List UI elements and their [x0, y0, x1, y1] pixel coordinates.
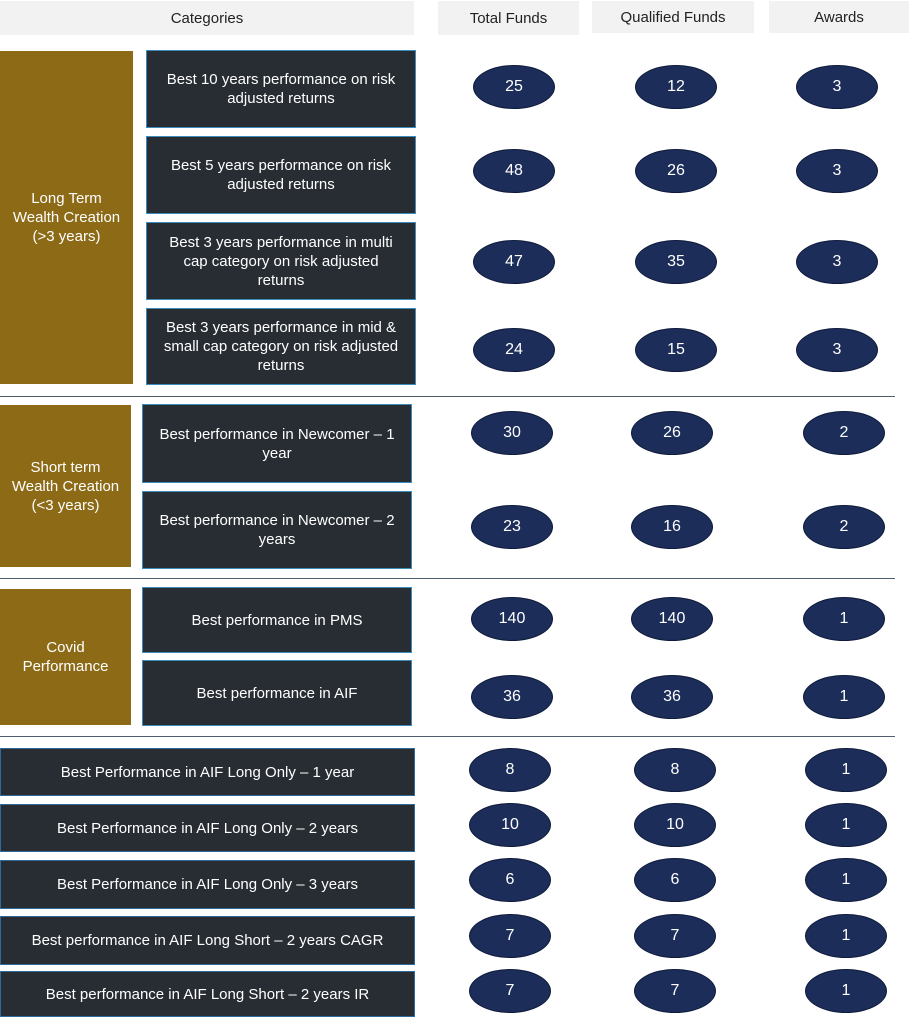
total-funds-value: 24: [473, 328, 555, 372]
total-funds-value: 7: [469, 914, 551, 958]
category-cell: Best Performance in AIF Long Only – 3 years: [0, 860, 415, 909]
total-funds-value: 48: [473, 149, 555, 193]
category-cell: Best performance in AIF: [142, 660, 412, 726]
qualified-funds-value: 6: [634, 858, 716, 902]
total-funds-value: 10: [469, 803, 551, 847]
total-funds-value: 47: [473, 240, 555, 284]
qualified-funds-value: 140: [631, 597, 713, 641]
qualified-funds-value: 12: [635, 65, 717, 109]
category-cell: Best Performance in AIF Long Only – 2 years: [0, 804, 415, 852]
category-cell: Best performance in PMS: [142, 587, 412, 653]
group-long-term: Long Term Wealth Creation (>3 years): [0, 51, 133, 384]
section-divider: [0, 578, 895, 579]
total-funds-value: 7: [469, 969, 551, 1013]
awards-value: 3: [796, 65, 878, 109]
qualified-funds-value: 35: [635, 240, 717, 284]
category-cell: Best 10 years performance on risk adjusted returns: [146, 50, 416, 128]
total-funds-value: 36: [471, 675, 553, 719]
section-divider: [0, 736, 895, 737]
category-cell: Best performance in Newcomer – 2 years: [142, 491, 412, 569]
awards-value: 3: [796, 240, 878, 284]
category-cell: Best performance in AIF Long Short – 2 years CAGR: [0, 916, 415, 965]
awards-value: 1: [805, 748, 887, 792]
qualified-funds-value: 16: [631, 505, 713, 549]
category-cell: Best 5 years performance on risk adjusted returns: [146, 136, 416, 214]
category-cell: Best performance in AIF Long Short – 2 years IR: [0, 971, 415, 1017]
qualified-funds-value: 7: [634, 914, 716, 958]
awards-value: 1: [805, 969, 887, 1013]
awards-value: 1: [805, 914, 887, 958]
category-cell: Best 3 years performance in multi cap category on risk adjusted returns: [146, 222, 416, 300]
group-covid: Covid Performance: [0, 589, 131, 725]
category-cell: Best Performance in AIF Long Only – 1 year: [0, 748, 415, 796]
total-funds-value: 23: [471, 505, 553, 549]
awards-value: 1: [803, 675, 885, 719]
qualified-funds-value: 7: [634, 969, 716, 1013]
qualified-funds-value: 26: [631, 411, 713, 455]
awards-value: 1: [803, 597, 885, 641]
total-funds-value: 6: [469, 858, 551, 902]
awards-value: 3: [796, 149, 878, 193]
awards-value: 2: [803, 505, 885, 549]
header-categories: Categories: [0, 1, 414, 35]
awards-value: 1: [805, 858, 887, 902]
qualified-funds-value: 8: [634, 748, 716, 792]
awards-value: 3: [796, 328, 878, 372]
total-funds-value: 8: [469, 748, 551, 792]
awards-value: 1: [805, 803, 887, 847]
group-short-term: Short term Wealth Creation (<3 years): [0, 405, 131, 567]
section-divider: [0, 396, 895, 397]
qualified-funds-value: 36: [631, 675, 713, 719]
qualified-funds-value: 10: [634, 803, 716, 847]
header-awards: Awards: [769, 1, 909, 33]
header-total-funds: Total Funds: [438, 1, 579, 35]
total-funds-value: 25: [473, 65, 555, 109]
header-qualified-funds: Qualified Funds: [592, 1, 754, 33]
qualified-funds-value: 15: [635, 328, 717, 372]
category-cell: Best 3 years performance in mid & small cap category on risk adjusted returns: [146, 308, 416, 385]
total-funds-value: 140: [471, 597, 553, 641]
total-funds-value: 30: [471, 411, 553, 455]
category-cell: Best performance in Newcomer – 1 year: [142, 404, 412, 483]
qualified-funds-value: 26: [635, 149, 717, 193]
awards-value: 2: [803, 411, 885, 455]
